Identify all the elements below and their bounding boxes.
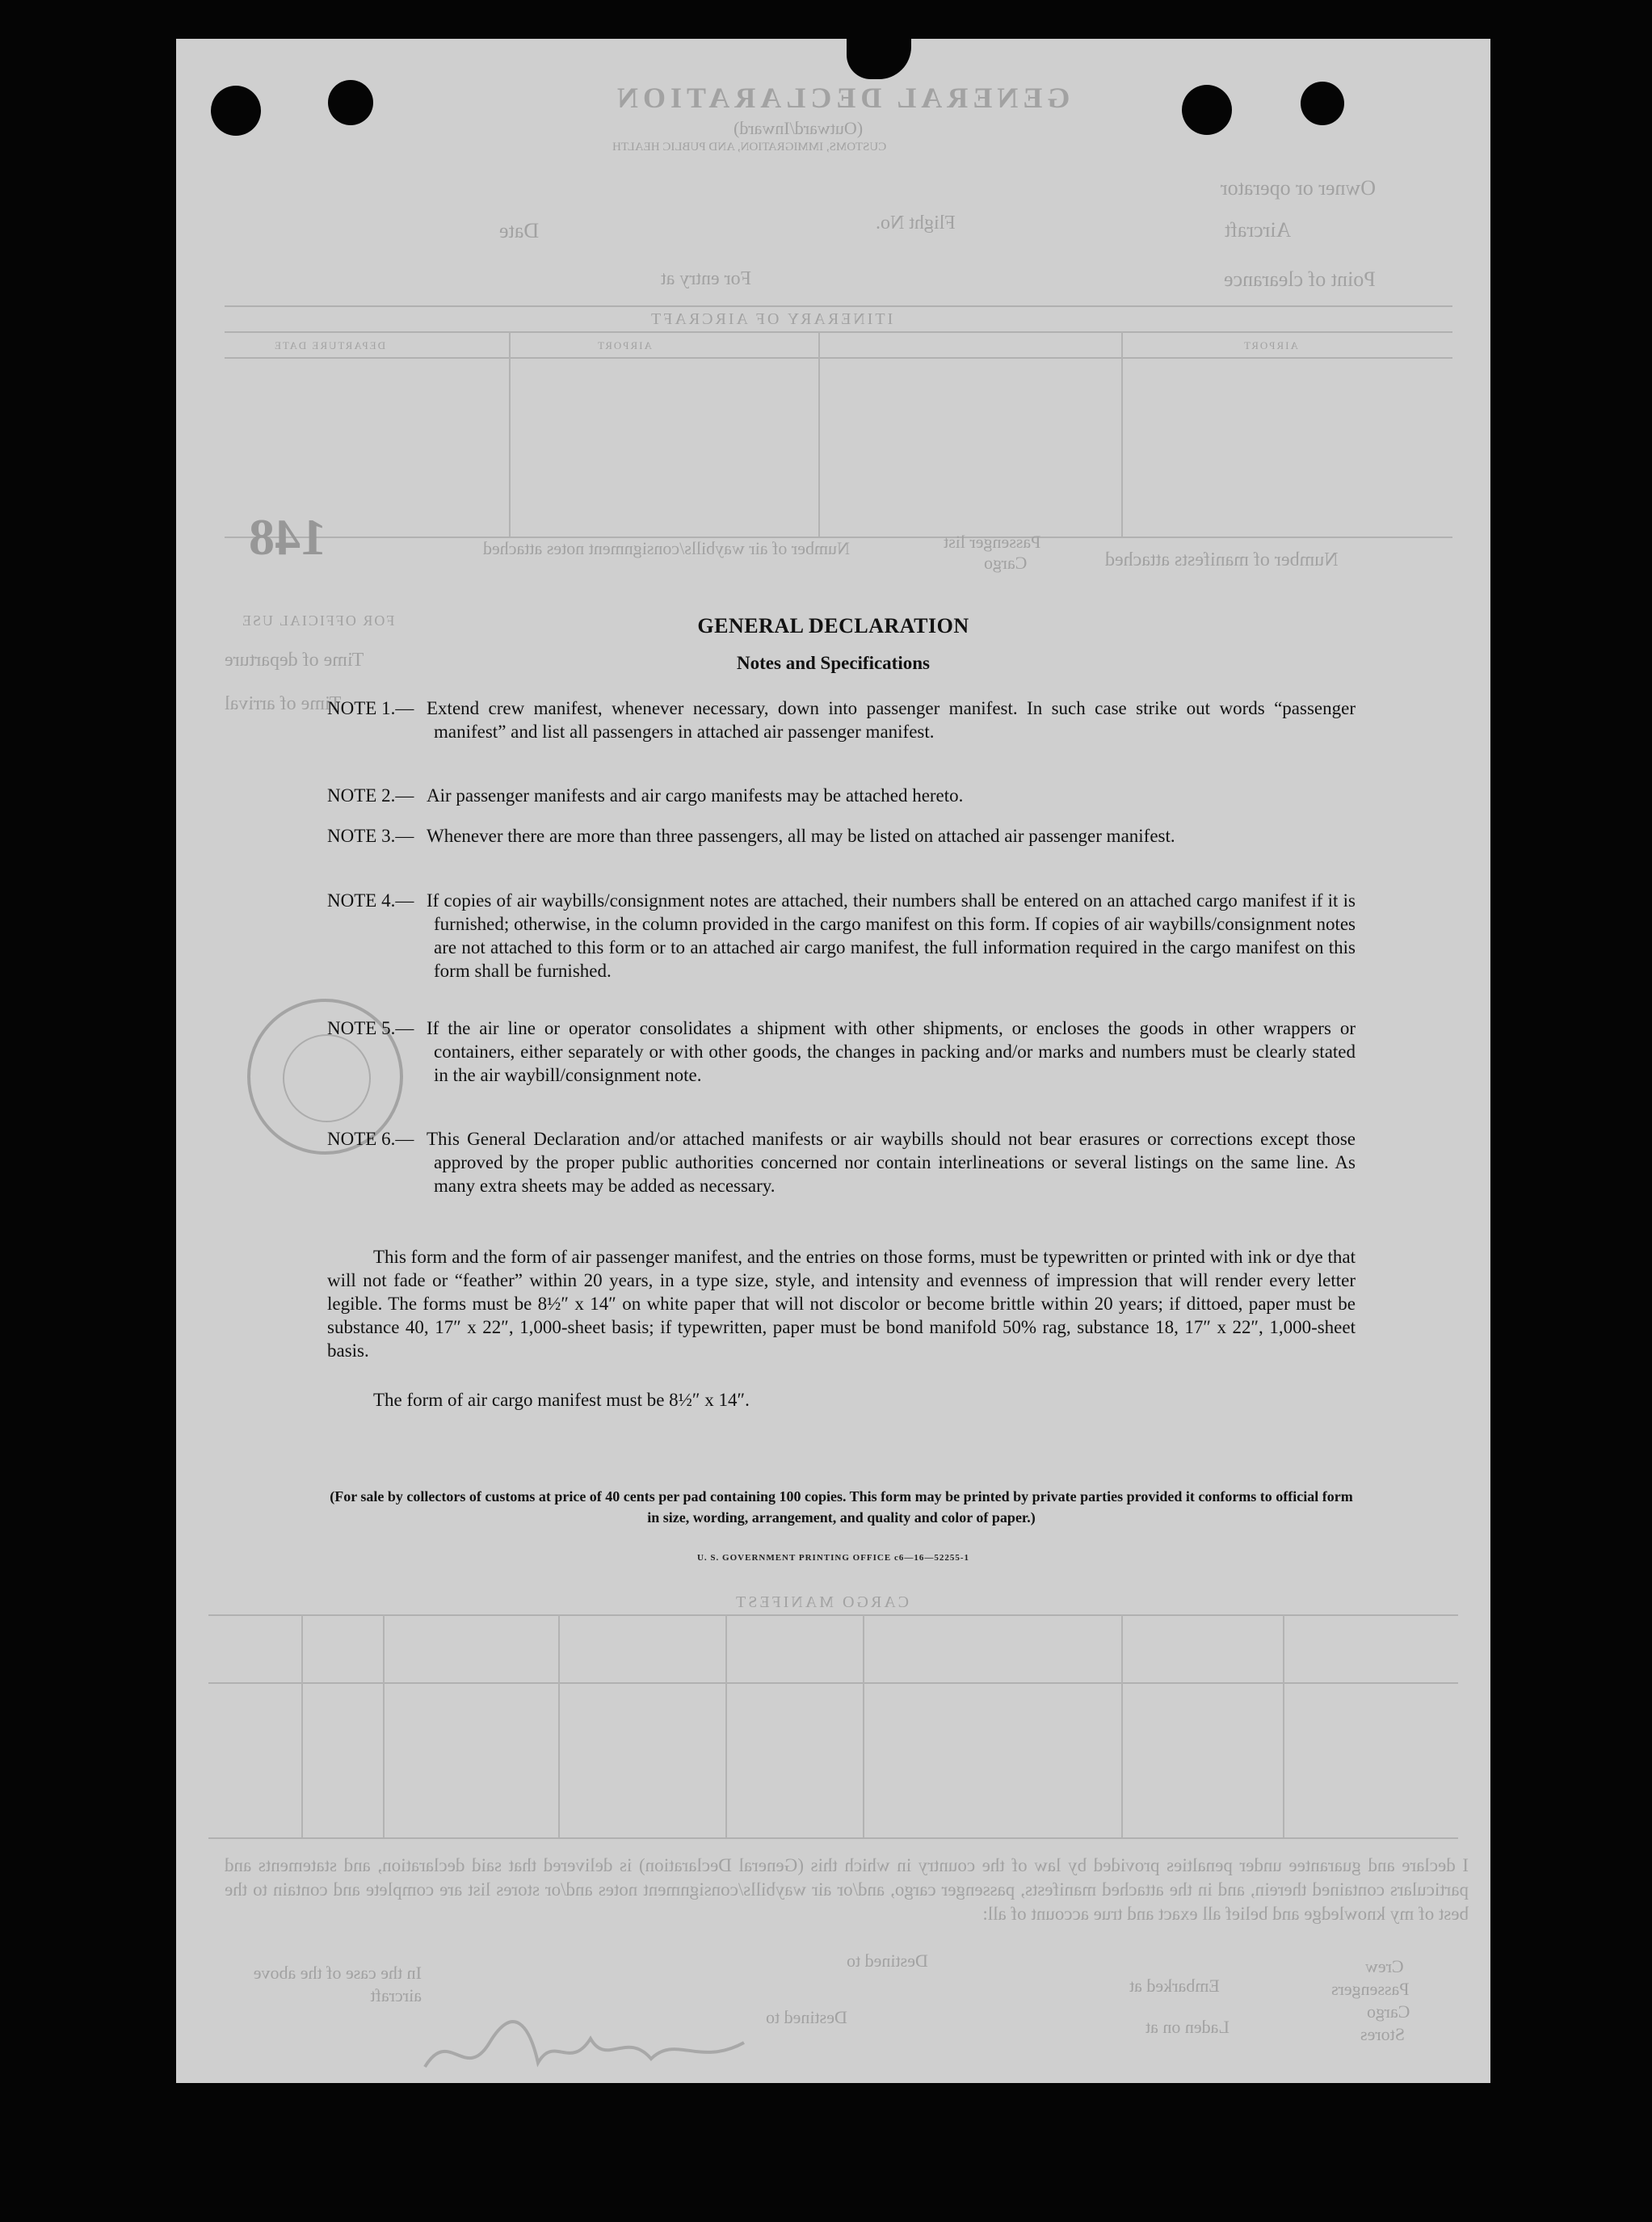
page-title: GENERAL DECLARATION: [697, 614, 969, 638]
bleed-airport-2: AIRPORT: [1242, 339, 1298, 351]
note-label: NOTE 2.—: [327, 785, 414, 806]
bleed-form-subtitle: (Outward/Inward): [734, 118, 864, 138]
sale-note: (For sale by collectors of customs at price of 40 cents per pad containing 100 copies. This form may be printed by private parties provided it conforms to official form in size, wording, arrangement, and quality and color of paper.): [330, 1488, 1353, 1526]
bleed-declaration-text: I declare and guarantee under penalties provided by law of the country in which this (General Declaration) is delivered that said declaration, and statements and particulars contained therein, and in the attached manifests, passenger cargo, and/or air waybills/consignment notes and/or stores list are complete and contain to the best of my knowledge and belief all exact and true account of all:: [225, 1855, 1469, 1924]
bleed-cargo-manifest: CARGO MANIFEST: [734, 1593, 910, 1611]
bleed-airport: AIRPORT: [596, 339, 652, 351]
note-label: NOTE 3.—: [327, 826, 414, 846]
bleed-waybills-label: Number of air waybills/consignment notes attached: [483, 538, 850, 558]
bleed-entry-label: For entry at: [661, 268, 751, 289]
bleed-date-label: Date: [499, 219, 540, 242]
note-label: NOTE 1.—: [327, 698, 414, 718]
notes-and-specifications: [176, 39, 1490, 2083]
bleed-official-use: FOR OFFICIAL USE: [241, 612, 395, 629]
bleed-crew: Crew: [1365, 1956, 1404, 1976]
note-text: Whenever there are more than three passengers, all may be listed on attached air passenger manifest.: [427, 826, 1175, 846]
note-6: [327, 1127, 1356, 1197]
cargo-manifest-size: The form of air cargo manifest must be 8½″ x 14″.: [373, 1390, 750, 1410]
bleed-embarked: Embarked at: [1129, 1976, 1220, 1996]
bleed-form-title: GENERAL DECLARATION: [612, 82, 1070, 114]
note-label: NOTE 6.—: [327, 1129, 414, 1149]
bleed-laden: Laden on at: [1145, 2017, 1230, 2037]
bleed-time-departure: Time of departure: [225, 650, 364, 671]
printer-imprint: U. S. GOVERNMENT PRINTING OFFICE c6—16—52255-1: [696, 1553, 969, 1563]
bleed-passengers: Passengers: [1331, 1979, 1410, 1999]
bleed-departure-date: DEPARTURE DATE: [273, 339, 386, 351]
page-subtitle: Notes and Specifications: [737, 653, 930, 673]
document-page: [176, 39, 1490, 2083]
bleed-stores: Stores: [1360, 2024, 1405, 2044]
note-text: Extend crew manifest, whenever necessary, down into passenger manifest. In such case strike out words “passenger manifest” and list all passengers in attached air passenger manifest.: [427, 698, 1356, 742]
note-4: [327, 889, 1356, 983]
note-text: This General Declaration and/or attached manifests or air waybills should not bear erasures or corrections except those approved by the proper public authorities concerned nor contain interlineations or several listings on the same line. As many extra sheets may be added as necessary.: [427, 1129, 1356, 1196]
bleed-clearance-label: Point of clearance: [1224, 267, 1376, 291]
bleed-time-arrival: Time of arrival: [225, 693, 342, 714]
note-text: If copies of air waybills/consignment notes are attached, their numbers shall be entered on an attached cargo manifest if it is furnished; otherwise, in the column provided in the cargo manifest on this form. If copies of air waybills/consignment notes are not attached to this form or to an attached air cargo manifest, the full information required in the cargo manifest on this form shall be furnished.: [427, 890, 1356, 981]
bleed-aircraft-label: Aircraft: [1225, 218, 1292, 242]
bleed-agency: CUSTOMS, IMMIGRATION, AND PUBLIC HEALTH: [612, 141, 887, 154]
bleed-stamped-count: 148: [249, 508, 326, 566]
note-label: NOTE 4.—: [327, 890, 414, 911]
bleed-cargo: Cargo: [984, 553, 1028, 573]
note-label: NOTE 5.—: [327, 1018, 414, 1038]
note-1: [327, 696, 1356, 743]
note-2: [327, 784, 1356, 807]
bleed-cargo-2: Cargo: [1367, 2001, 1410, 2022]
bleed-flight-label: Flight No.: [876, 213, 956, 234]
specification-paragraph: This form and the form of air passenger manifest, and the entries on those forms, must be typewritten or printed with ink or dye that will not fade or “feather” within 20 years, in a type size, style, and intensity and evenness of impression that will render every letter legible. The forms must be 8½″ x 14″ on white paper that will not discolor or become brittle within 20 years; if dittoed, paper must be substance 40, 17″ x 22″, 1,000-sheet basis; if typewritten, paper must be bond manifold 50% rag, substance 18, 17″ x 22″, 1,000-sheet basis.: [327, 1247, 1356, 1361]
note-5: [327, 1016, 1356, 1087]
note-3: [327, 824, 1356, 848]
bleed-itinerary: ITINERARY OF AIRCRAFT: [649, 310, 893, 328]
bleed-owner-label: Owner or operator: [1221, 176, 1377, 200]
bleed-manifests-label: Number of manifests attached: [1105, 549, 1339, 570]
bleed-passenger-list: Passenger list: [944, 532, 1041, 552]
note-text: If the air line or operator consolidates a shipment with other shipments, or encloses the goods in other wrappers or containers, either separately or with other goods, the changes in packing and/or marks and numbers must be clearly stated in the air waybill/consignment note.: [427, 1018, 1356, 1085]
bleed-destined: Destined to: [847, 1951, 928, 1971]
bleed-in-case: In the case of the above aircraft: [253, 1963, 422, 2005]
bleed-destined-2: Destined to: [766, 2007, 847, 2027]
note-text: Air passenger manifests and air cargo manifests may be attached hereto.: [427, 785, 964, 806]
